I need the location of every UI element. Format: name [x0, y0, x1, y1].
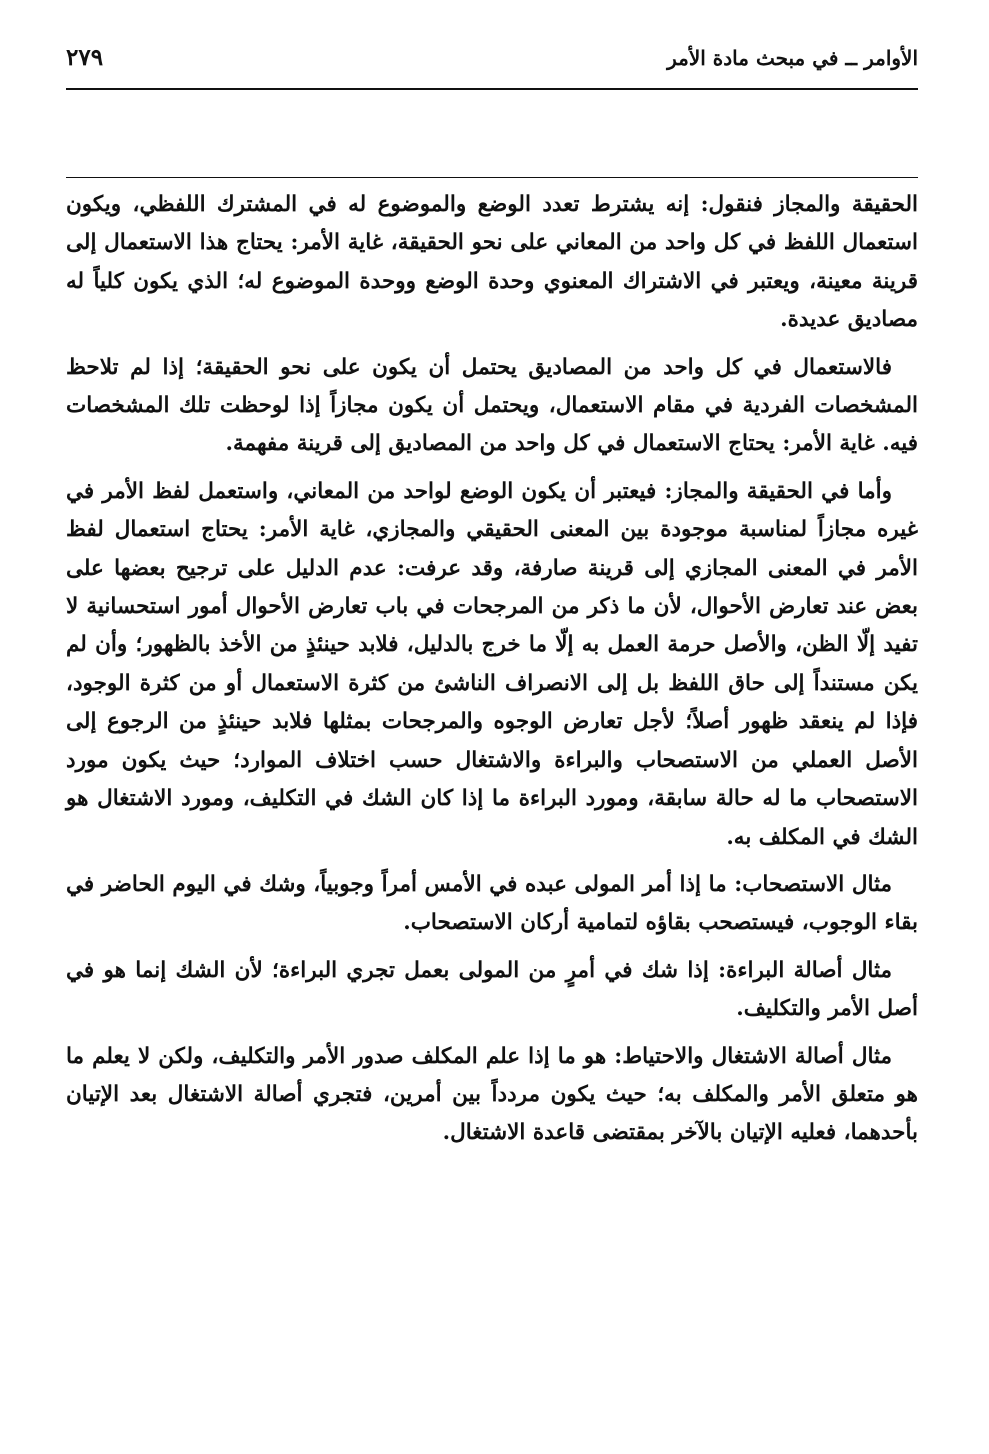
paragraph: مثال أصالة الاشتغال والاحتياط: هو ما إذا علم المكلف صدور الأمر والتكليف، ولكن لا يعلم ما هو متعلق الأمر والمكلف به؛ حيث يكون مردداً بين أمرين، فتجري أصالة الاشتغال بعد الإتيان بأحدهما، فعليه الإتيان بالآخر بمقتضى قاعدة الاشتغال. [66, 1043, 918, 1146]
header-rule [66, 88, 918, 90]
paragraph: الحقيقة والمجاز فنقول: إنه يشترط تعدد الوضع والموضوع له في المشترك اللفظي، ويكون استعمال اللفظ في كل واحد من المعاني على نحو الحقيقة، غاية الأمر: يحتاج هذا الاستعمال إلى قرينة معينة، ويعتبر في الاشتراك المعنوي وحدة الوضع ووحدة الموضوع له؛ الذي يكون كلياً له مصاديق عديدة. [66, 192, 918, 333]
paragraph: فالاستعمال في كل واحد من المصاديق يحتمل أن يكون على نحو الحقيقة؛ إذا لم تلاحظ المشخصات الفردية في مقام الاستعمال، ويحتمل أن يكون مجازاً إذا لوحظت تلك المشخصات فيه. غاية الأمر: يحتاج الاستعمال في كل واحد من المصاديق إلى قرينة مفهمة. [66, 354, 918, 457]
paragraph: مثال أصالة البراءة: إذا شك في أمرٍ من المولى بعمل تجري البراءة؛ لأن الشك إنما هو في أصل الأمر والتكليف. [66, 957, 918, 1022]
paragraph: وأما في الحقيقة والمجاز: فيعتبر أن يكون الوضع لواحد من المعاني، واستعمل لفظ الأمر في غيره مجازاً لمناسبة موجودة بين المعنى الحقيقي والمجازي، غاية الأمر: يحتاج استعمال لفظ الأمر في المعنى المجازي إلى قرينة صارفة، وقد عرفت: عدم الدليل على ترجيح بعضها على بعض عند تعارض الأحوال، لأن ما ذكر من المرجحات في باب تعارض الأحوال أمور استحسانية لا تفيد إلّا الظن، والأصل حرمة العمل به إلّا ما خرج بالدليل، فلابد حينئذٍ من الأخذ بالظهور؛ وأن لم يكن مستنداً إلى حاق اللفظ بل إلى الانصراف الناشئ من كثرة الاستعمال أو من كثرة الوجود، فإذا لم ينعقد ظهور أصلاً؛ لأجل تعارض الوجوه والمرجحات بمثلها فلابد حينئذٍ من الرجوع إلى الأصل العملي من الاستصحاب والبراءة والاشتغال حسب اختلاف الموارد؛ حيث يكون مورد الاستصحاب ما له حالة سابقة، ومورد البراءة ما إذا كان الشك في التكليف، ومورد الاشتغال هو الشك في المكلف به. [66, 478, 918, 850]
page-number: ٢٧٩ [66, 44, 104, 71]
page-header [66, 40, 918, 90]
running-title: الأوامر ــ في مبحث مادة الأمر [667, 46, 918, 70]
paragraph: مثال الاستصحاب: ما إذا أمر المولى عبده في الأمس أمراً وجوبياً، وشك في اليوم الحاضر في بقاء الوجوب، فيستصحب بقاؤه لتمامية أركان الاستصحاب. [66, 871, 918, 936]
body-text [66, 186, 918, 1162]
section-rule [66, 177, 918, 178]
